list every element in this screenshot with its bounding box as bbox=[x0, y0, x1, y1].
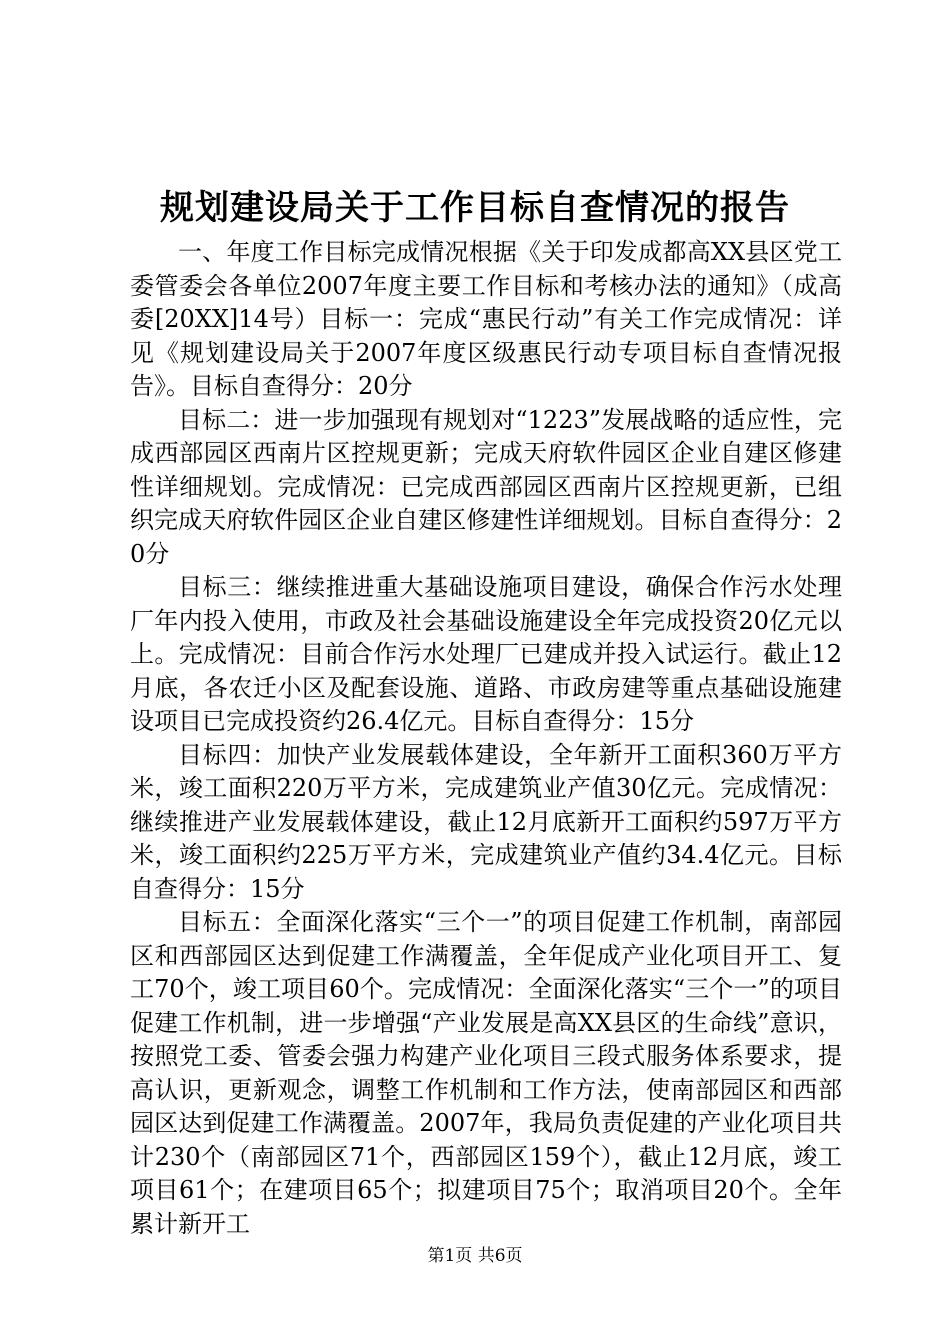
paragraph-2: 目标二：进一步加强现有规划对“1223”发展战略的适应性，完成西部园区西南片区控规更新；完成天府软件园区企业自建区修建性详细规划。完成情况：已完成西部园区西南片区控规更新，已组织完成天府软件园区企业自建区修建性详细规划。目标自查得分：20分 bbox=[130, 405, 842, 568]
page-footer: 第1页 共6页 bbox=[427, 1246, 523, 1266]
paragraph-1: 一、年度工作目标完成情况根据《关于印发成都高XX县区党工委管委会各单位2007年度主要工作目标和考核办法的通知》（成高委[20XX]14号）目标一：完成“惠民行动”有关工作完成情况：详见《规划建设局关于2007年度区级惠民行动专项目标自查情况报告》。目标自查得分：20分 bbox=[130, 238, 842, 400]
paragraph-4: 目标四：加快产业发展载体建设，全年新开工面积360万平方米，竣工面积220万平方米，完成建筑业产值30亿元。完成情况：继续推进产业发展载体建设，截止12月底新开工面积约597万平方米，竣工面积约225万平方米，完成建筑业产值约34.4亿元。目标自查得分：15分 bbox=[130, 740, 842, 903]
paragraph-3: 目标三：继续推进重大基础设施项目建设，确保合作污水处理厂年内投入使用，市政及社会基础设施建设全年完成投资20亿元以上。完成情况：目前合作污水处理厂已建成并投入试运行。截止12月底，各农迁小区及配套设施、道路、市政房建等重点基础设施建设项目已完成投资约26.4亿元。目标自查得分：15分 bbox=[130, 573, 842, 735]
paragraph-5: 目标五：全面深化落实“三个一”的项目促建工作机制，南部园区和西部园区达到促建工作满覆盖，全年促成产业化项目开工、复工70个，竣工项目60个。完成情况：全面深化落实“三个一”的项目促建工作机制，进一步增强“产业发展是高XX县区的生命线”意识，按照党工委、管委会强力构建产业化项目三段式服务体系要求，提高认识，更新观念，调整工作机制和工作方法，使南部园区和西部园区达到促建工作满覆盖。2007年，我局负责促建的产业化项目共计230个（南部园区71个，西部园区159个），截止12月底，竣工项目61个；在建项目65个；拟建项目75个；取消项目20个。全年累计新开工 bbox=[130, 908, 842, 1238]
page-title: 规划建设局关于工作目标自查情况的报告 bbox=[160, 188, 790, 228]
document-body bbox=[130, 236, 842, 1241]
